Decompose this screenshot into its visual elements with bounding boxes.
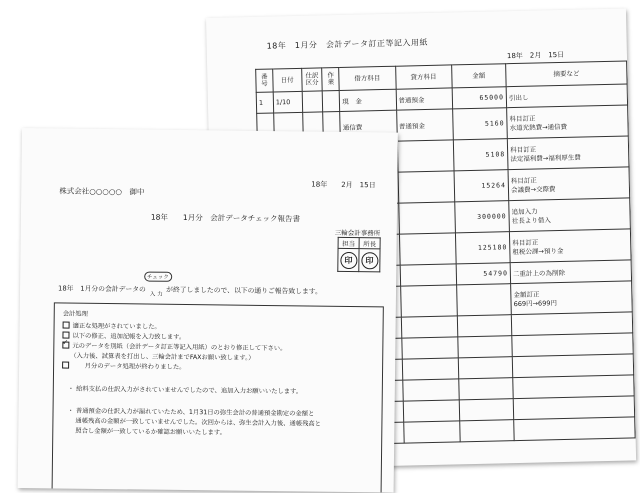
empty-cell (514, 417, 635, 441)
cell-entry-type (302, 91, 323, 112)
checklist-item (62, 361, 185, 372)
cell-date: 1/10 (273, 91, 302, 113)
empty-cell (403, 421, 459, 443)
cell-memo (509, 198, 631, 232)
empty-cell (402, 379, 458, 401)
empty-cell (512, 333, 633, 357)
empty-cell (513, 396, 634, 420)
seal-stamp-icon: 印 (340, 251, 357, 268)
checklist-item (62, 331, 185, 342)
empty-cell (512, 354, 633, 378)
cell-memo (511, 281, 633, 315)
cell-amount (456, 284, 511, 316)
checklist-label: 以下の修正、追加記帳を入力致します。 (72, 332, 186, 342)
cell-memo (507, 136, 629, 170)
memo-line: 社長より借入 (511, 216, 551, 226)
col-amount: 金額 (451, 64, 506, 88)
cell-credit (400, 285, 457, 317)
cell-memo (508, 167, 630, 201)
bullet-note: ・ 給料支払の仕訳入力がされていませんでしたので、追加入力お願いいたします。 (67, 385, 303, 396)
office-name: 三輪会計事務所 (334, 228, 381, 238)
checkbox-icon[interactable] (62, 362, 69, 369)
memo-line: 追加入力 (511, 207, 538, 217)
client-company: 株式会社○○○○○ 御中 (59, 186, 145, 197)
cell-memo (506, 84, 627, 108)
report-title: 18年 1月分 会計データチェック報告書 (150, 212, 301, 224)
bullet-text-cont: 通帳残高の金額が一致していませんでした。次回からは、弥生会計入力後、通帳残高と (75, 417, 322, 428)
cell-work (323, 90, 340, 111)
intro-text (57, 274, 322, 298)
col-date: 日付 (273, 68, 302, 92)
ruby-check: チェック (144, 272, 172, 282)
bullet-note: ・ 普通預金の仕訳入力が漏れていたため、1月31日の弥生会計の普通預金勘定の金額と (67, 407, 315, 418)
cell-debit: 通信費 (340, 110, 397, 142)
bullet-text-cont: 照合し金額が一致しているか確認お願いいたします。 (75, 427, 226, 437)
empty-cell (459, 399, 514, 421)
bullet-text: 普通預金の仕訳入力が漏れていたため、1月31日の弥生会計の普通預金勘定の金額と (75, 407, 315, 418)
cell-amount: 54790 (456, 263, 511, 285)
seal-header-staff: 担当 (338, 237, 359, 248)
col-entry-type: 仕訳区分 (301, 68, 322, 91)
cell-amount: 15264 (454, 170, 509, 202)
col-debit: 借方科目 (339, 66, 396, 90)
empty-cell (401, 316, 457, 338)
checkbox-checked-icon[interactable] (62, 342, 69, 349)
cell-amount: 5160 (452, 108, 507, 140)
memo-line: 669円→699円 (513, 299, 558, 309)
col-work: 作業 (322, 67, 339, 90)
accounting-section-box (51, 302, 383, 492)
cell-amount: 5108 (453, 139, 508, 171)
empty-cell (403, 400, 459, 422)
memo-line: 二重計上の為削除 (512, 268, 566, 278)
memo-line: 科目訂正 (509, 114, 536, 124)
cell-credit (400, 264, 456, 286)
cell-amount: 65000 (452, 87, 507, 109)
col-memo: 摘要など (506, 61, 627, 87)
cell-credit (399, 233, 456, 265)
memo-line: 会議費→交際費 (510, 185, 556, 195)
bullet-text: 給料支払の仕訳入力がされていませんでしたので、追加入力お願いいたします。 (76, 385, 303, 396)
cell-debit: 現 金 (340, 89, 397, 111)
intro-after: が終了しましたので、以下の通りご報告致します。 (166, 285, 322, 296)
empty-cell (402, 358, 458, 380)
checklist-label: 月分のデータ処理が終わりました。 (84, 362, 186, 372)
cell-memo (510, 229, 632, 263)
cell-memo (510, 260, 631, 284)
cell-credit (397, 140, 454, 172)
checklist-note: （入力後、試算表を打出し、三輪会計までFAXお願い致します。） (70, 352, 255, 362)
intro-ruby (146, 274, 169, 298)
seal-cell-director (359, 249, 380, 272)
empty-cell (459, 420, 514, 442)
seal-header-director: 所長 (359, 238, 380, 249)
cell-amount: 125180 (455, 232, 510, 264)
memo-line: 租税公課→預り金 (512, 246, 564, 257)
check-report-sheet (18, 128, 398, 493)
col-number: 番号 (256, 69, 273, 92)
memo-line: 法定福利費→福利厚生費 (510, 153, 581, 164)
empty-cell (401, 337, 457, 359)
memo-line: 科目訂正 (510, 145, 537, 155)
seal-box (337, 237, 380, 273)
checklist-item (63, 321, 161, 331)
cell-memo (507, 105, 629, 139)
report-date: 18年 2月 15日 (311, 180, 376, 190)
checklist-label: 元のデータを別紙（会計データ訂正等記入用紙）のとおり修正して下さい。 (72, 342, 287, 353)
section-heading: 会計処理 (62, 310, 88, 318)
memo-line: 科目訂正 (510, 176, 537, 186)
cell-number: 1 (256, 92, 273, 113)
correction-form-title: 18年 1月分 会計データ訂正等記入用紙 (266, 37, 428, 51)
col-credit: 貸方科目 (395, 65, 452, 89)
empty-cell (458, 357, 513, 379)
empty-cell (458, 378, 513, 400)
checkbox-icon[interactable] (63, 322, 70, 329)
intro-before: 18年 1月分の会計データの (57, 284, 146, 294)
seal-cell-staff (338, 248, 359, 271)
empty-cell (457, 315, 512, 337)
empty-cell (513, 375, 634, 399)
checklist-label: 適正な処理がされていました。 (72, 322, 161, 331)
seal-stamp-icon: 印 (361, 252, 378, 269)
memo-line: 水道光熱費→通信費 (509, 122, 568, 133)
empty-cell (457, 336, 512, 358)
cell-credit: 普通預金 (396, 109, 453, 141)
cell-credit (398, 202, 455, 234)
cell-credit: 普通預金 (396, 88, 452, 110)
correction-form-date: 18年 2月 15日 (506, 50, 565, 61)
memo-line: 引出し (508, 93, 529, 102)
memo-line: 科目訂正 (512, 238, 539, 248)
cell-credit (398, 171, 455, 203)
empty-cell (511, 312, 632, 336)
memo-line: 金額訂正 (513, 290, 540, 300)
ruby-input: 入力 (149, 291, 165, 298)
cell-amount: 300000 (454, 201, 509, 233)
